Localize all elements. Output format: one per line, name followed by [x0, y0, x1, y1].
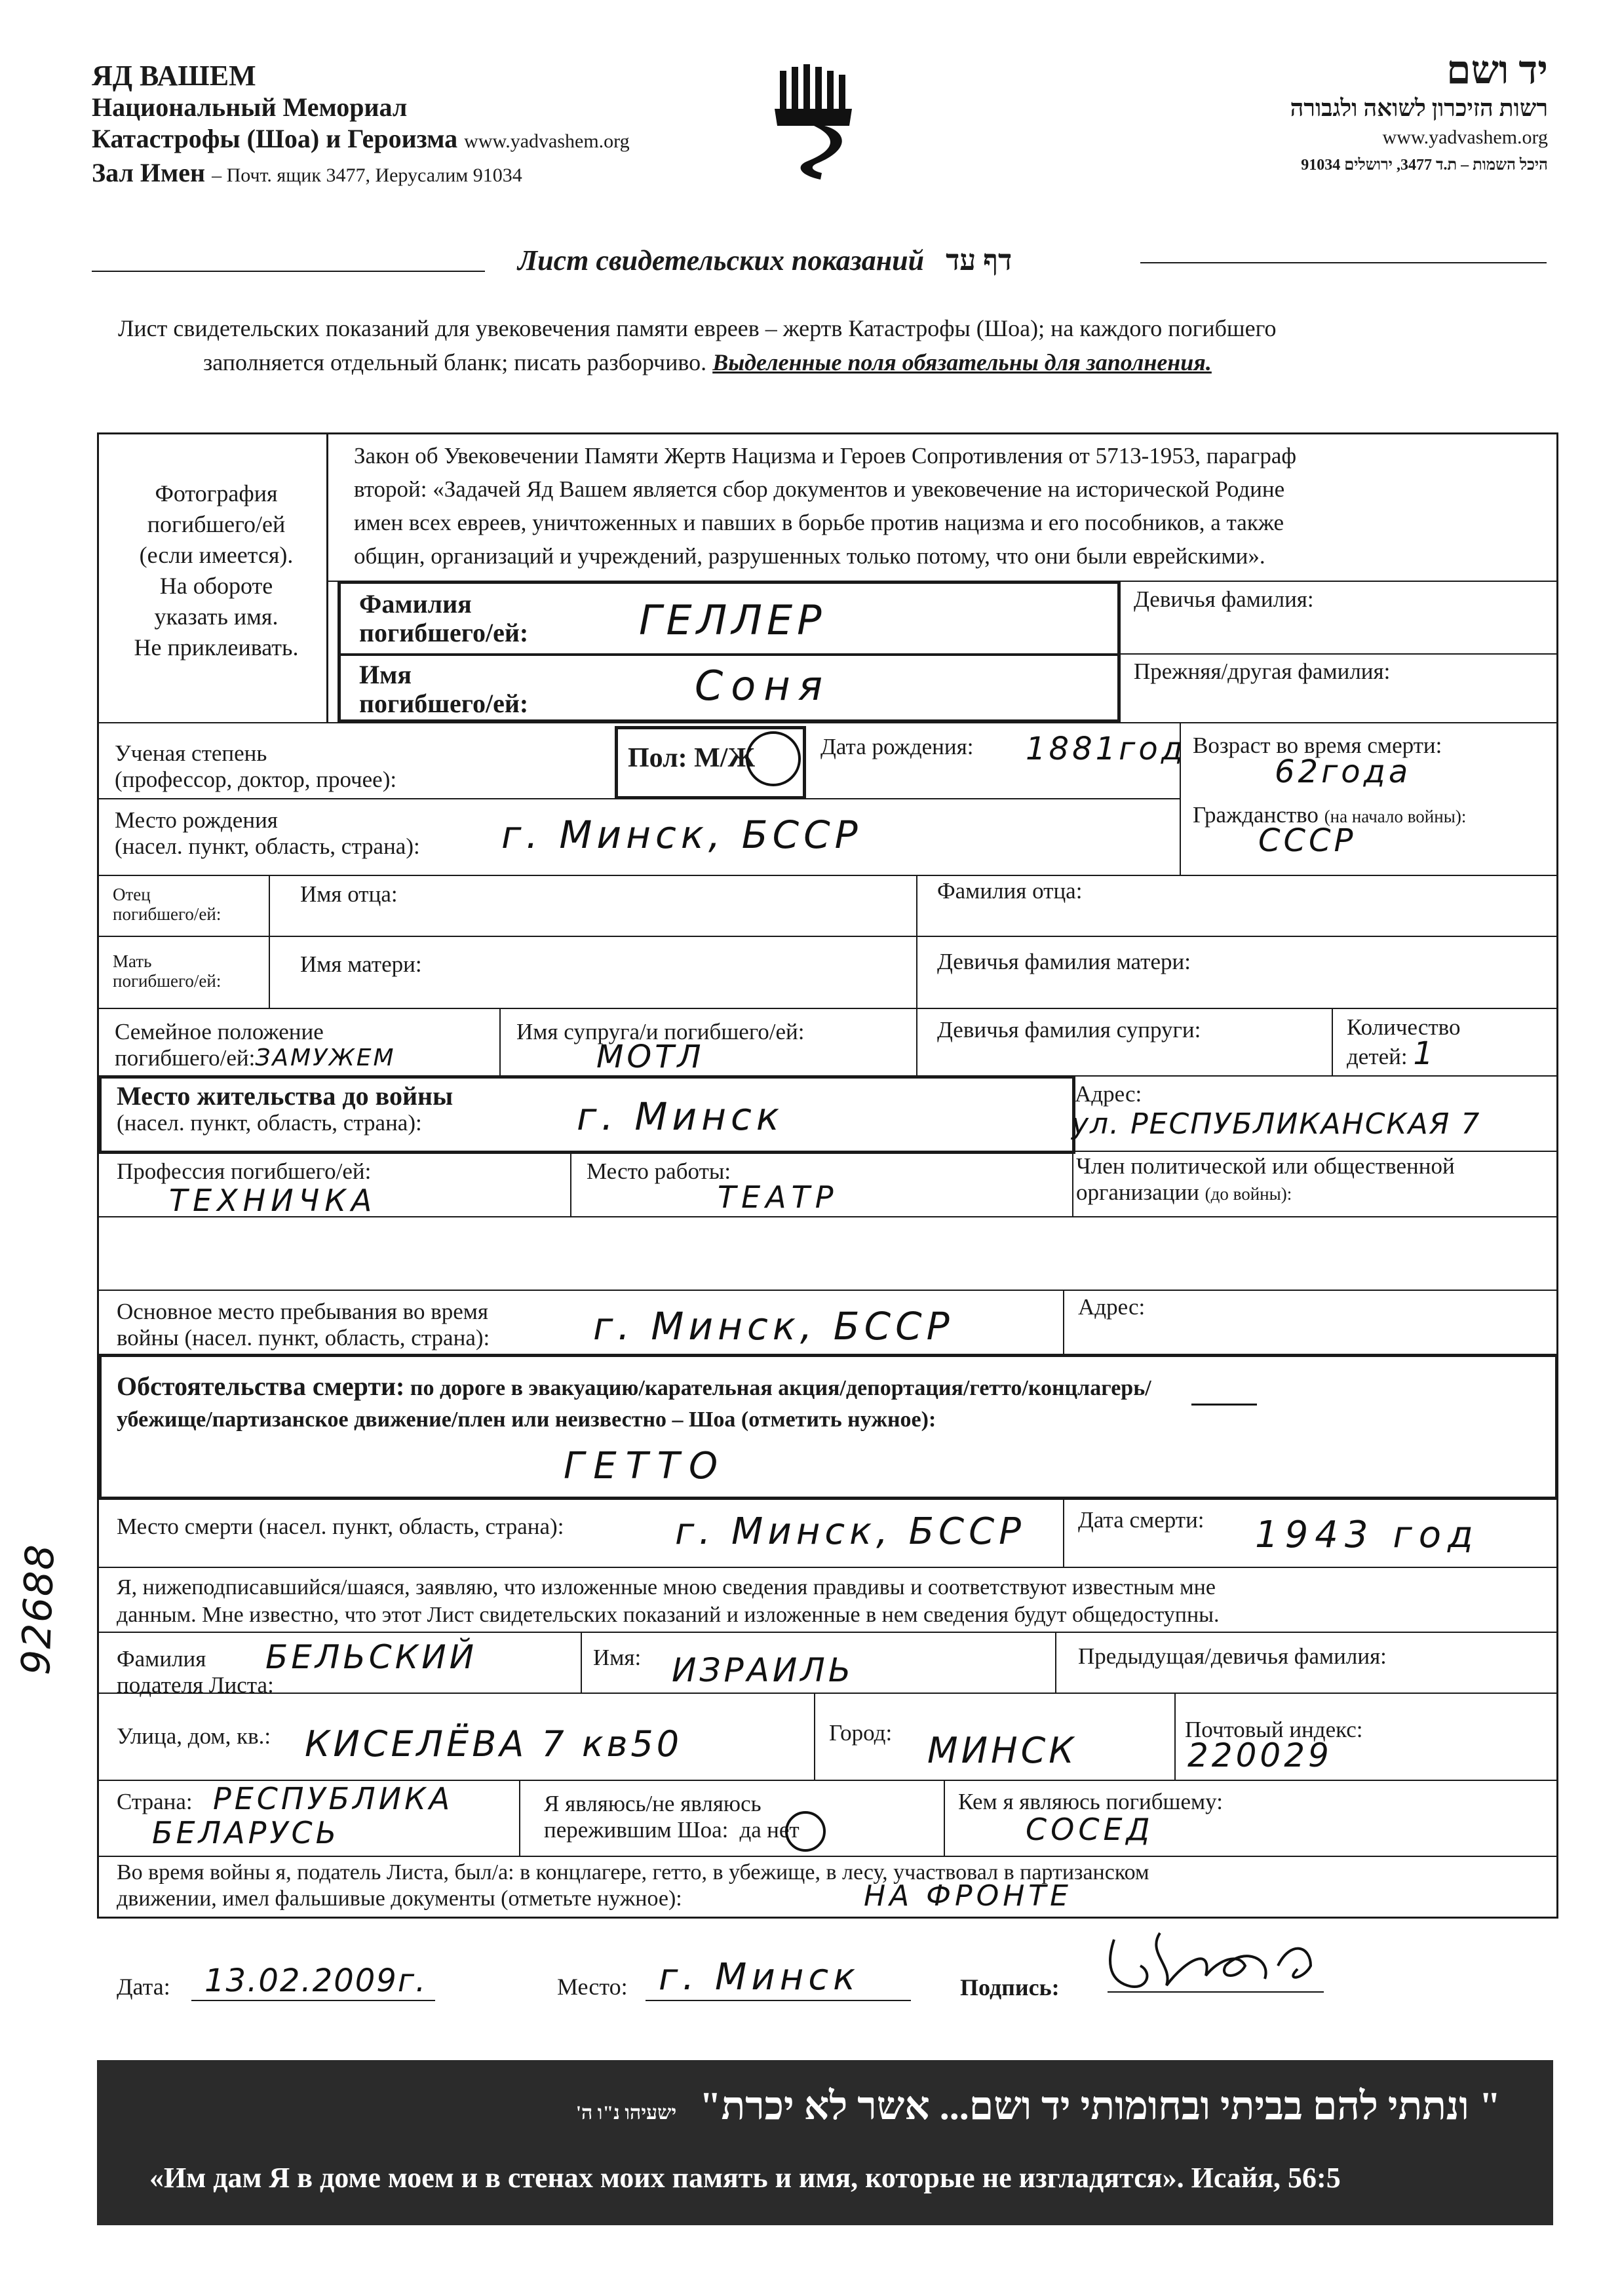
zip-field[interactable]: 220029 [1187, 1736, 1332, 1774]
degree-label-2: (профессор, доктор, прочее): [115, 767, 397, 792]
death-place-label: Место смерти (насел. пункт, область, страна): [117, 1514, 564, 1539]
footer-quote-ru: «Им дам Я в доме моем и в стенах моих память и имя, которые не изгладятся». Исайя, 56:5 [149, 2162, 1341, 2194]
org-name-he: יד ושם [1446, 48, 1548, 92]
signature-label: Подпись: [960, 1974, 1060, 2000]
victim-surname-label-1: Фамилия [359, 589, 472, 619]
hall-of-names: Зал Имен [92, 158, 206, 187]
photo-label-4: На обороте [159, 573, 273, 599]
address-field[interactable]: ул. РЕСПУБЛИКАНСКАЯ 7 [1071, 1107, 1481, 1141]
org-line2: Катастрофы (Шоа) и Героизма [92, 124, 458, 153]
header-he [1290, 47, 1548, 178]
spouse-maiden-label: Девичья фамилия супруги: [937, 1017, 1201, 1043]
relation-label: Кем я являюсь погибшему: [958, 1789, 1223, 1814]
survivor-no-option[interactable]: нет [767, 1817, 800, 1843]
marital-status-label [115, 1019, 396, 1071]
intro-text [118, 311, 1276, 379]
war-activity-field[interactable]: НА ФРОНТЕ [864, 1879, 1072, 1913]
children-label-1: Количество [1347, 1014, 1461, 1040]
membership-label-1: Член политической или общественной [1076, 1153, 1455, 1179]
title-rule-left [92, 271, 485, 272]
wartime-address-label: Адрес: [1078, 1294, 1146, 1320]
yad-vashem-logo [768, 63, 866, 187]
circumstances-label-bold: Обстоятельства смерти: [117, 1371, 405, 1401]
father-label-1: Отец [113, 885, 151, 904]
residence-label-2: (насел. пункт, область, страна): [117, 1110, 422, 1136]
victim-name-label-2: погибшего/ей: [359, 689, 529, 718]
place-underline [646, 2000, 911, 2001]
form-title [518, 244, 1012, 277]
submitter-surname-label-2: подателя Листа: [117, 1672, 274, 1698]
war-activity-line2: движении, имел фальшивые документы (отметьте нужное): [117, 1886, 682, 1911]
birthplace-label-1: Место рождения [115, 807, 278, 833]
victim-surname-label [359, 590, 528, 647]
photo-label-5: указать имя. [154, 603, 279, 630]
declaration-text [117, 1574, 1220, 1629]
mother-name-label: Имя матери: [300, 951, 422, 977]
children-label-2: детей: [1347, 1044, 1408, 1069]
footer-quote-he-text: " ונתתי להם בביתי ובחומותי יד ושם... אשר לא יכרת" [699, 2084, 1501, 2128]
spouse-name-label: Имя супруга/и погибшего/ей: [516, 1019, 805, 1044]
degree-label-1: Ученая степень [115, 740, 267, 766]
law-text [354, 439, 1296, 573]
org-line1-he: רשות הזיכרון לשואה ולגבורה [1290, 95, 1548, 121]
marital-status-field[interactable]: ЗАМУЖЕМ [255, 1044, 396, 1071]
age-at-death-label: Возраст во время смерти: [1193, 733, 1442, 758]
maiden-name-label: Девичья фамилия: [1134, 586, 1314, 612]
submitter-surname-label-1: Фамилия [117, 1646, 206, 1672]
death-date-label: Дата смерти: [1078, 1507, 1205, 1533]
circumstances-label [117, 1371, 1151, 1436]
law-line2: второй: «Задачей Яд Вашем является сбор документов и увековечение на исторической Родине [354, 476, 1285, 502]
street-field[interactable]: КИСЕЛЁВА 7 кв50 [305, 1723, 683, 1765]
submitter-name-field[interactable]: ИЗРАИЛЬ [672, 1651, 855, 1689]
father-name-label: Имя отца: [300, 881, 398, 907]
profession-field[interactable]: ТЕХНИЧКА [169, 1183, 377, 1218]
sex-label: Пол: М/Ж [628, 743, 756, 773]
victim-name-field[interactable]: Соня [695, 662, 831, 710]
submitter-name-label: Имя: [593, 1645, 642, 1670]
survivor-label-2: пережившим Шоа: [544, 1817, 729, 1843]
country-field-1[interactable]: РЕСПУБЛИКА [213, 1781, 453, 1816]
degree-label [115, 740, 396, 793]
intro-required-note: Выделенные поля обязательны для заполнения. [712, 349, 1212, 375]
photo-label-1: Фотография [155, 480, 278, 507]
mother-label-2: погибшего/ей: [113, 971, 222, 991]
postal-address-he: היכל השמות – ת.ד 3477, ירושלים 91034 [1301, 157, 1548, 174]
survivor-label-1: Я являюсь/не являюсь [544, 1791, 762, 1816]
spouse-name-field[interactable]: МОТЛ [596, 1039, 704, 1075]
children-label [1347, 1014, 1460, 1070]
wartime-place-label [117, 1299, 490, 1351]
sex-selector[interactable] [628, 742, 755, 774]
wartime-label-2: войны (насел. пункт, область, страна): [117, 1325, 490, 1350]
declaration-line1: Я, нижеподписавшийся/шаяся, заявляю, что изложенные мною сведения правдивы и соответствуют известным мне [117, 1575, 1216, 1599]
law-line4: общин, организаций и учреждений, разрушенных только потому, что они были еврейскими». [354, 543, 1265, 569]
residence-label [117, 1082, 453, 1136]
submitter-surname-label [117, 1646, 274, 1698]
workplace-field[interactable]: ТЕАТР [718, 1179, 839, 1215]
survivor-label [544, 1791, 800, 1843]
mother-label-1: Мать [113, 951, 152, 971]
signature-field[interactable] [1088, 1920, 1350, 2005]
date-field[interactable]: 13.02.2009г. [204, 1962, 427, 1999]
citizenship-field[interactable]: СССР [1258, 822, 1357, 859]
birthplace-label-2: (насел. пункт, область, страна): [115, 833, 420, 859]
wartime-label-1: Основное место пребывания во время [117, 1299, 489, 1324]
signature-scribble [1088, 1920, 1350, 2005]
photo-label-2: погибшего/ей [147, 511, 286, 537]
submitter-surname-field[interactable]: БЕЛЬСКИЙ [265, 1638, 478, 1676]
city-label: Город: [829, 1720, 893, 1746]
submitter-prev-label: Предыдущая/девичья фамилия: [1078, 1643, 1387, 1669]
age-at-death-field[interactable]: 62года [1275, 754, 1412, 790]
membership-label [1076, 1153, 1455, 1206]
death-place-field[interactable]: г. Минск, БССР [675, 1510, 1026, 1553]
mother-maiden-label: Девичья фамилия матери: [937, 949, 1191, 974]
footer-quote-he-ref: ישעיהו נ"ו ה' [575, 2102, 677, 2124]
photo-label-6: Не приклеивать. [134, 634, 299, 660]
website-he: www.yadvashem.org [1382, 126, 1548, 148]
postal-address-ru: – Почт. ящик 3477, Иерусалим 91034 [212, 164, 522, 186]
margin-case-number: 92688 [13, 1542, 64, 1676]
form-title-ru: Лист свидетельских показаний [518, 244, 925, 277]
street-label: Улица, дом, кв.: [117, 1723, 271, 1749]
survivor-yes-option[interactable]: да [739, 1817, 762, 1843]
birthplace-label [115, 807, 420, 860]
footer-quote-he [576, 2080, 1501, 2139]
circumstances-options-1: по дороге в эвакуацию/карательная акция/депортация/гетто/концлагерь/ [410, 1376, 1151, 1400]
date-label: Дата: [117, 1974, 170, 2000]
circumstances-options-2: убежище/партизанское движение/плен или неизвестно – Шоа (отметить нужное): [117, 1407, 936, 1432]
marital-label-2: погибшего/ей: [115, 1045, 256, 1071]
membership-note: (до войны): [1205, 1184, 1292, 1204]
title-rule-right [1140, 262, 1547, 263]
birthplace-field[interactable]: г. Минск, БССР [501, 813, 862, 857]
intro-line1: Лист свидетельских показаний для увековечения памяти евреев – жертв Катастрофы (Шоа); на каждого погибшего [118, 315, 1277, 341]
circumstances-field[interactable]: ГЕТТО [564, 1445, 727, 1487]
country-field-2[interactable]: БЕЛАРУСЬ [152, 1815, 340, 1850]
workplace-label: Место работы: [587, 1158, 731, 1184]
children-field[interactable]: 1 [1413, 1035, 1437, 1072]
intro-line2: заполняется отдельный бланк; писать разборчиво. [203, 349, 707, 375]
yad-vashem-logo-icon [768, 63, 866, 187]
footer-banner [97, 2060, 1553, 2225]
war-activity-line1: Во время войны я, податель Листа, был/а: в концлагере, гетто, в убежище, в лесу, участвовал в партизанском [117, 1860, 1149, 1885]
prev-surname-label: Прежняя/другая фамилия: [1134, 659, 1391, 684]
law-line3: имен всех евреев, уничтоженных и павших в борьбе против нацизма и его пособников, а также [354, 510, 1284, 535]
declaration-line2: данным. Мне известно, что этот Лист свидетельских показаний и изложенные в нем сведения будут общедоступны. [117, 1603, 1220, 1627]
place-field[interactable]: г. Минск [659, 1956, 860, 1999]
victim-surname-field[interactable]: ГЕЛЛЕР [639, 596, 826, 644]
father-label-2: погибшего/ей: [113, 904, 222, 924]
place-label: Место: [557, 1974, 628, 2000]
relation-field[interactable]: СОСЕД [1026, 1812, 1154, 1847]
profession-label: Профессия погибшего/ей: [117, 1158, 372, 1184]
website-ru: www.yadvashem.org [464, 130, 630, 152]
wartime-place-field[interactable]: г. Минск, БССР [593, 1304, 954, 1349]
death-date-field[interactable]: 1943 год [1255, 1514, 1480, 1556]
survivor-yes-circle [785, 1811, 826, 1852]
sex-female-circle [746, 731, 801, 786]
marital-label-1: Семейное положение [115, 1019, 324, 1044]
zip-label: Почтовый индекс: [1185, 1717, 1363, 1742]
date-underline [191, 2000, 435, 2001]
residence-field[interactable]: г. Минск [577, 1094, 784, 1139]
law-line1: Закон об Увековечении Памяти Жертв Нацизма и Героев Сопротивления от 5713-1953, параграф [354, 443, 1297, 469]
address-label: Адрес: [1075, 1081, 1142, 1107]
org-name-ru: ЯД ВАШЕМ [92, 60, 256, 92]
citizenship-note: (на начало войны): [1324, 807, 1467, 826]
city-field[interactable]: МИНСК [927, 1730, 1077, 1771]
father-surname-label: Фамилия отца: [937, 878, 1083, 904]
header-ru [92, 60, 630, 191]
mother-label [113, 951, 221, 991]
photo-placeholder[interactable] [111, 478, 321, 663]
victim-surname-label-2: погибшего/ей: [359, 618, 529, 647]
birthdate-field[interactable]: 1881год [1026, 731, 1186, 767]
org-line1: Национальный Мемориал [92, 92, 408, 122]
victim-name-label [359, 660, 528, 718]
father-label [113, 885, 221, 924]
residence-label-1: Место жительства до войны [117, 1081, 453, 1111]
citizenship-label-text: Гражданство [1193, 802, 1319, 828]
form-title-he: דף עד [946, 244, 1013, 277]
photo-label-3: (если имеется). [139, 542, 294, 568]
ghetto-underline [1191, 1404, 1257, 1406]
country-label: Страна: [117, 1789, 193, 1814]
victim-name-label-1: Имя [359, 660, 412, 689]
membership-label-2: организации [1076, 1179, 1199, 1205]
birthdate-label: Дата рождения: [820, 734, 974, 759]
